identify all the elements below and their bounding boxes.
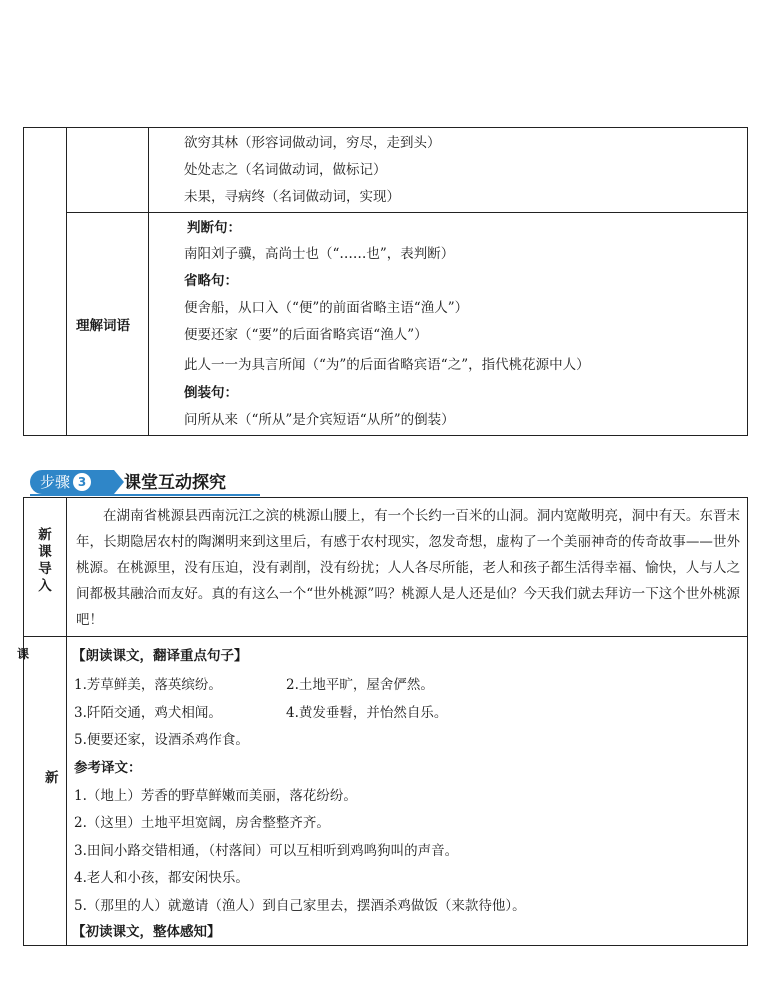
step-badge	[30, 470, 114, 494]
translation-line: 4.老人和小孩，都安闲快乐。	[74, 870, 249, 886]
key-sentence: 4.黄发垂髫，并怡然自乐。	[286, 705, 448, 721]
vocab-line: 便舍船，从口入（“便”的前面省略主语“渔人”）	[184, 300, 469, 316]
reference-heading: 参考译文：	[74, 760, 142, 776]
vocab-line: 处处志之（名词做动词，做标记）	[184, 162, 387, 178]
vocab-category-label: 理解词语	[76, 318, 130, 334]
translation-line: 5.（那里的人）就邀请（渔人）到自己家里去，摆酒杀鸡做饭（来款待他）。	[74, 898, 526, 914]
key-sentence: 5.便要还家，设酒杀鸡作食。	[74, 732, 249, 748]
translation-line: 2.（这里）土地平坦宽阔，房舍整整齐齐。	[74, 815, 330, 831]
intro-label-char: 新	[38, 527, 52, 543]
sentence-type-heading: 倒装句：	[184, 385, 238, 401]
step-underline	[30, 494, 260, 496]
step-number-icon: 3	[73, 473, 91, 491]
vocab-line: 问所从来（“所从”是介宾短语“从所”的倒装）	[184, 412, 455, 428]
vocab-line: 未果，寻病终（名词做动词，实现）	[184, 189, 400, 205]
section-heading-overview: 【初读课文，整体感知】	[72, 924, 221, 940]
section-heading-translate: 【朗读课文，翻译重点句子】	[72, 648, 248, 664]
vocab-line: 欲穷其林（形容词做动词，穷尽，走到头）	[184, 135, 441, 151]
sentence-type-heading: 省略句：	[184, 273, 238, 289]
intro-paragraph: 在湖南省桃源县西南沅江之滨的桃源山腰上，有一个长约一百米的山洞。洞内宽敞明亮，洞中有天。东晋末年，长期隐居农村的陶渊明来到这里后，有感于农村现实，忽发奇想，虚构了一个美丽神奇的传奇故事——世外桃源。在桃源里，没有压迫，没有剥削，没有纷扰；人人各尽所能，老人和孩子都生活得幸福、愉快，人与人之间都极其融洽而友好。真的有这么一个“世外桃源”吗？桃源人是人还是仙？今天我们就去拜访一下这个世外桃源吧！	[76, 508, 740, 628]
intro-label-char: 导	[38, 561, 52, 577]
intro-label-char: 入	[38, 578, 52, 594]
sentence-type-heading: 判断句：	[187, 220, 241, 236]
key-sentence: 2.土地平旷，屋舍俨然。	[286, 677, 434, 693]
key-sentence: 3.阡陌交通，鸡犬相闻。	[74, 705, 222, 721]
translation-line: 1.（地上）芳香的野草鲜嫩而美丽，落花纷纷。	[74, 788, 357, 804]
key-sentence: 1.芳草鲜美，落英缤纷。	[74, 677, 222, 693]
intro-label-char: 课	[38, 544, 52, 560]
translation-line: 3.田间小路交错相通，（村落间）可以互相听到鸡鸣狗叫的声音。	[74, 843, 459, 859]
vocab-line: 南阳刘子骥，高尚士也（“……也”，表判断）	[184, 246, 455, 262]
side-fragment-label: 课	[17, 647, 30, 661]
vocab-line: 便要还家（“要”的后面省略宾语“渔人”）	[184, 327, 428, 343]
new-lesson-label: 新	[45, 770, 59, 786]
step-label: 步骤	[40, 473, 71, 491]
step-title: 课堂互动探究	[124, 473, 226, 493]
vocab-line: 此人一一为具言所闻（“为”的后面省略宾语“之”，指代桃花源中人）	[184, 357, 590, 373]
